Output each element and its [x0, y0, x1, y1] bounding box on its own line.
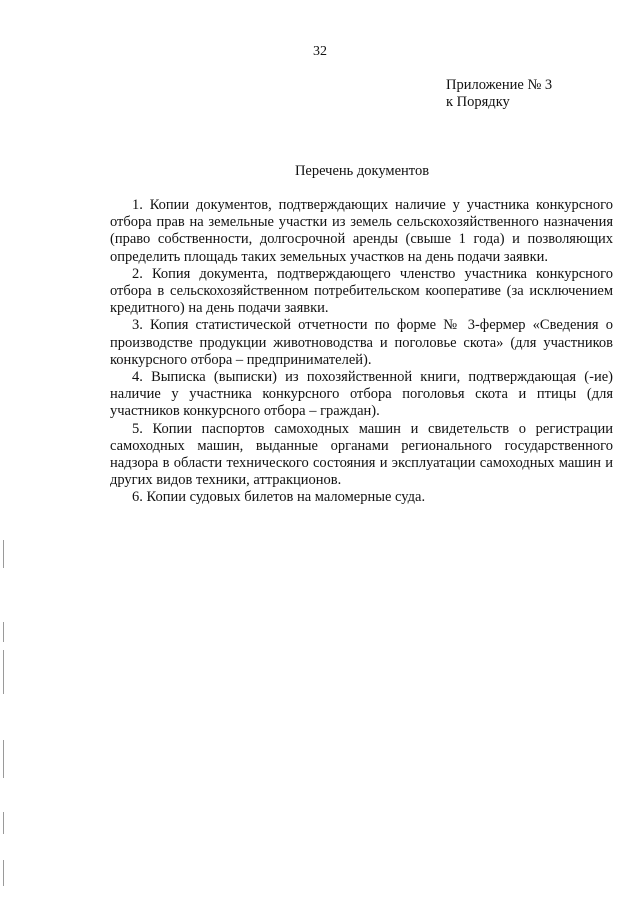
appendix-reference [446, 77, 552, 111]
document-item: 3. Копия статистической отчетности по форме № 3-фермер «Сведения о производстве продукции животноводства и поголовье скота» (для участников конкурсного отбора – предпринимателей). [110, 317, 613, 368]
scan-edge-mark [3, 540, 4, 568]
appendix-line-2: к Порядку [446, 94, 510, 110]
document-item: 6. Копии судовых билетов на маломерные суда. [132, 489, 426, 506]
scan-edge-mark [3, 650, 4, 694]
page-number: 32 [313, 44, 327, 59]
scan-edge-mark [3, 622, 4, 642]
scan-edge-mark [3, 740, 4, 778]
document-item: 4. Выписка (выписки) из похозяйственной книги, подтверждающая (-ие) наличие у участника конкурсного отбора поголовья скота и птицы (для участников конкурсного отбора – граждан). [110, 369, 613, 420]
document-list [110, 197, 613, 507]
document-item: 1. Копии документов, подтверждающих наличие у участника конкурсного отбора прав на земельные участки из земель сельскохозяйственного назначения (право собственности, долгосрочной аренды (свыше 1 года) и позволяющих определить площадь таких земельных участков на день подачи заявки. [110, 197, 613, 265]
document-title: Перечень документов [294, 163, 430, 179]
scan-edge-mark [3, 860, 4, 886]
document-item: 2. Копия документа, подтверждающего членство участника конкурсного отбора в сельскохозяйственном потребительском кооперативе (за исключением кредитного) на день подачи заявки. [110, 265, 613, 317]
scan-edge-mark [3, 812, 4, 834]
document-item: 5. Копии паспортов самоходных машин и свидетельств о регистрации самоходных машин, выданные органами регионального государственного надзора в области технического состояния и эксплуатации самоходных машин и других видов техники, аттракционов. [110, 420, 613, 489]
appendix-line-1: Приложение № 3 [446, 77, 553, 93]
